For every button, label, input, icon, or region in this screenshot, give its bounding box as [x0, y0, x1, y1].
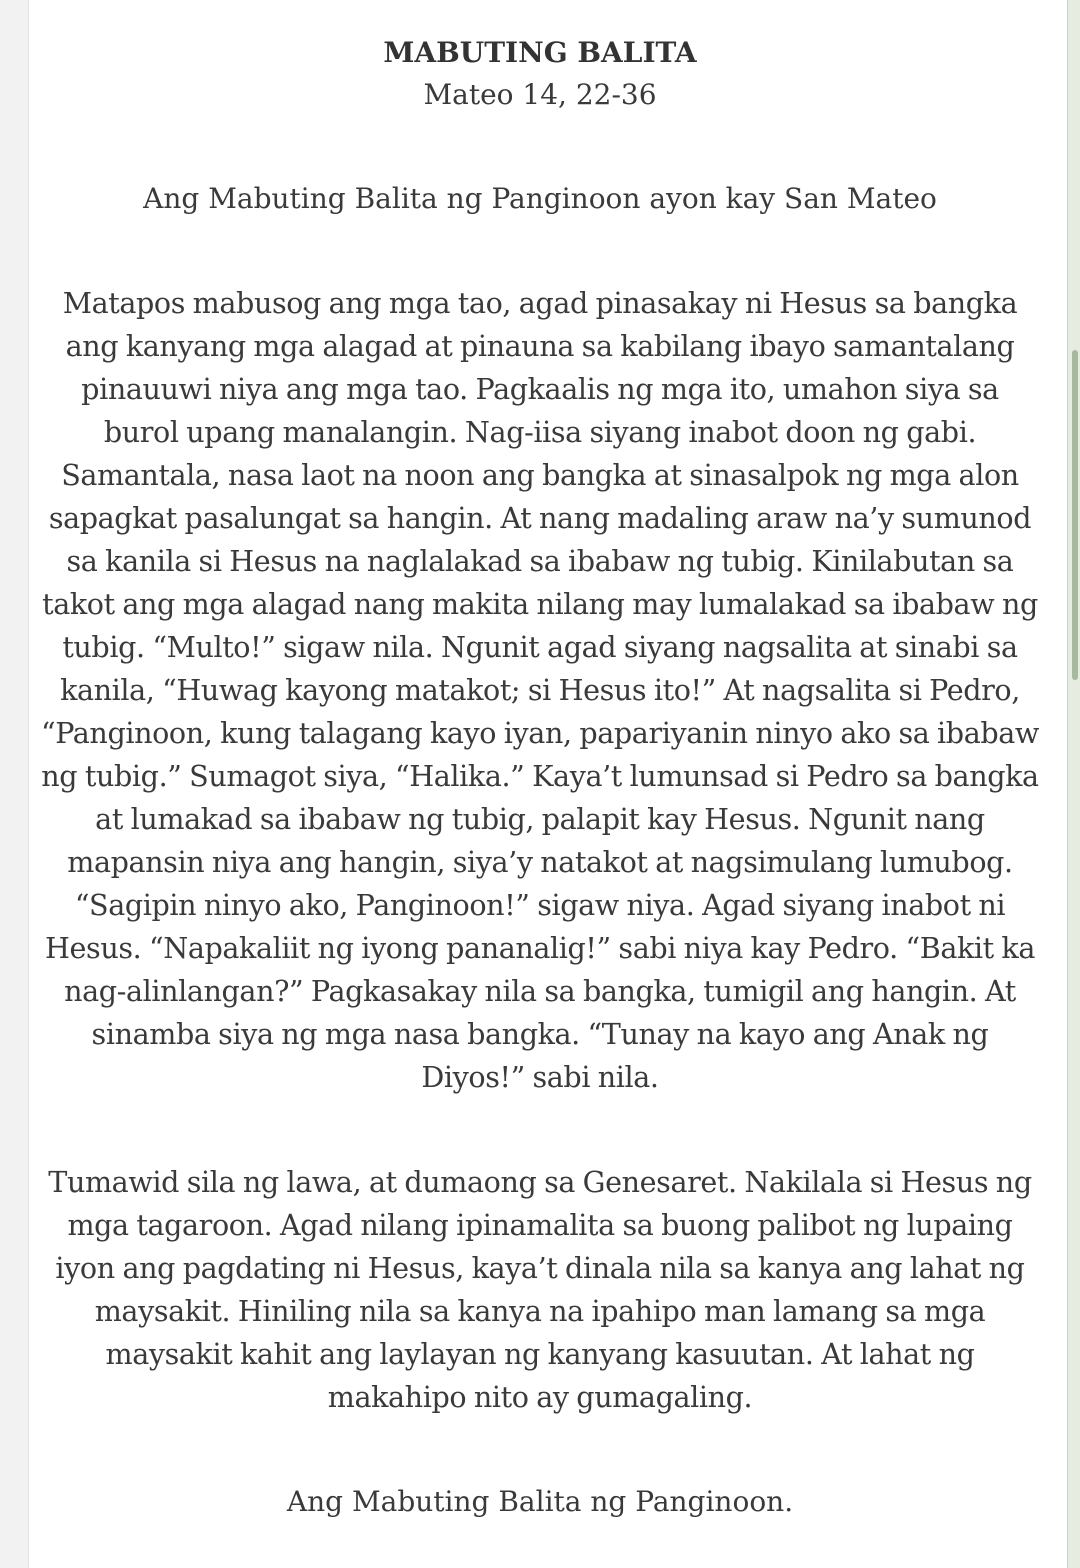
gospel-title: MABUTING BALITA [383, 36, 697, 69]
left-page-margin [0, 0, 29, 1568]
gospel-article [40, 32, 1040, 1523]
scrollbar-track[interactable] [1067, 0, 1080, 1568]
gospel-paragraph-2: Tumawid sila ng lawa, at dumaong sa Genesaret. Nakilala si Hesus ng mga tagaroon. Agad nilang ipinamalita sa buong palibot ng lupaing iyon ang pagdating ni Hesus, kaya’t dinala nila sa kanya ang lahat ng maysakit. Hiniling nila sa kanya na ipahipo man lamang sa mga maysakit kahit ang laylayan ng kanyang kasuutan. At lahat ng makahipo nito ay gumagaling. [48, 1165, 1032, 1414]
gospel-closing: Ang Mabuting Balita ng Panginoon. [286, 1485, 794, 1518]
scripture-reference: Mateo 14, 22-36 [423, 78, 657, 111]
gospel-intro: Ang Mabuting Balita ng Panginoon ayon kay San Mateo [143, 182, 937, 215]
gospel-paragraph-1: Matapos mabusog ang mga tao, agad pinasakay ni Hesus sa bangka ang kanyang mga alagad at pinauna sa kabilang ibayo samantalang pinauuwi niya ang mga tao. Pagkaalis ng mga ito, umahon siya sa burol upang manalangin. Nag-iisa siyang inabot doon ng gabi. Samantala, nasa laot na noon ang bangka at sinasalpok ng mga alon sapagkat pasalungat sa hangin. At nang madaling araw na’y sumunod sa kanila si Hesus na naglalakad sa ibabaw ng tubig. Kinilabutan sa takot ang mga alagad nang makita nilang may lumalakad sa ibabaw ng tubig. “Multo!” sigaw nila. Ngunit agad siyang nagsalita at sinabi sa kanila, “Huwag kayong matakot; si Hesus ito!” At nagsalita si Pedro, “Panginoon, kung talagang kayo iyan, papariyanin ninyo ako sa ibabaw ng tubig.” Sumagot siya, “Halika.” Kaya’t lumunsad si Pedro sa bangka at lumakad sa ibabaw ng tubig, palapit kay Hesus. Ngunit nang mapansin niya ang hangin, siya’y natakot at nagsimulang lumubog. “Sagipin ninyo ako, Panginoon!” sigaw niya. Agad siyang inabot ni Hesus. “Napakaliit ng iyong pananalig!” sabi niya kay Pedro. “Bakit ka nag-alinlangan?” Pagkasakay nila sa bangka, tumigil ang hangin. At sinamba siya ng mga nasa bangka. “Tunay na kayo ang Anak ng Diyos!” sabi nila. [41, 286, 1039, 1094]
scrollbar-thumb[interactable] [1072, 350, 1078, 680]
